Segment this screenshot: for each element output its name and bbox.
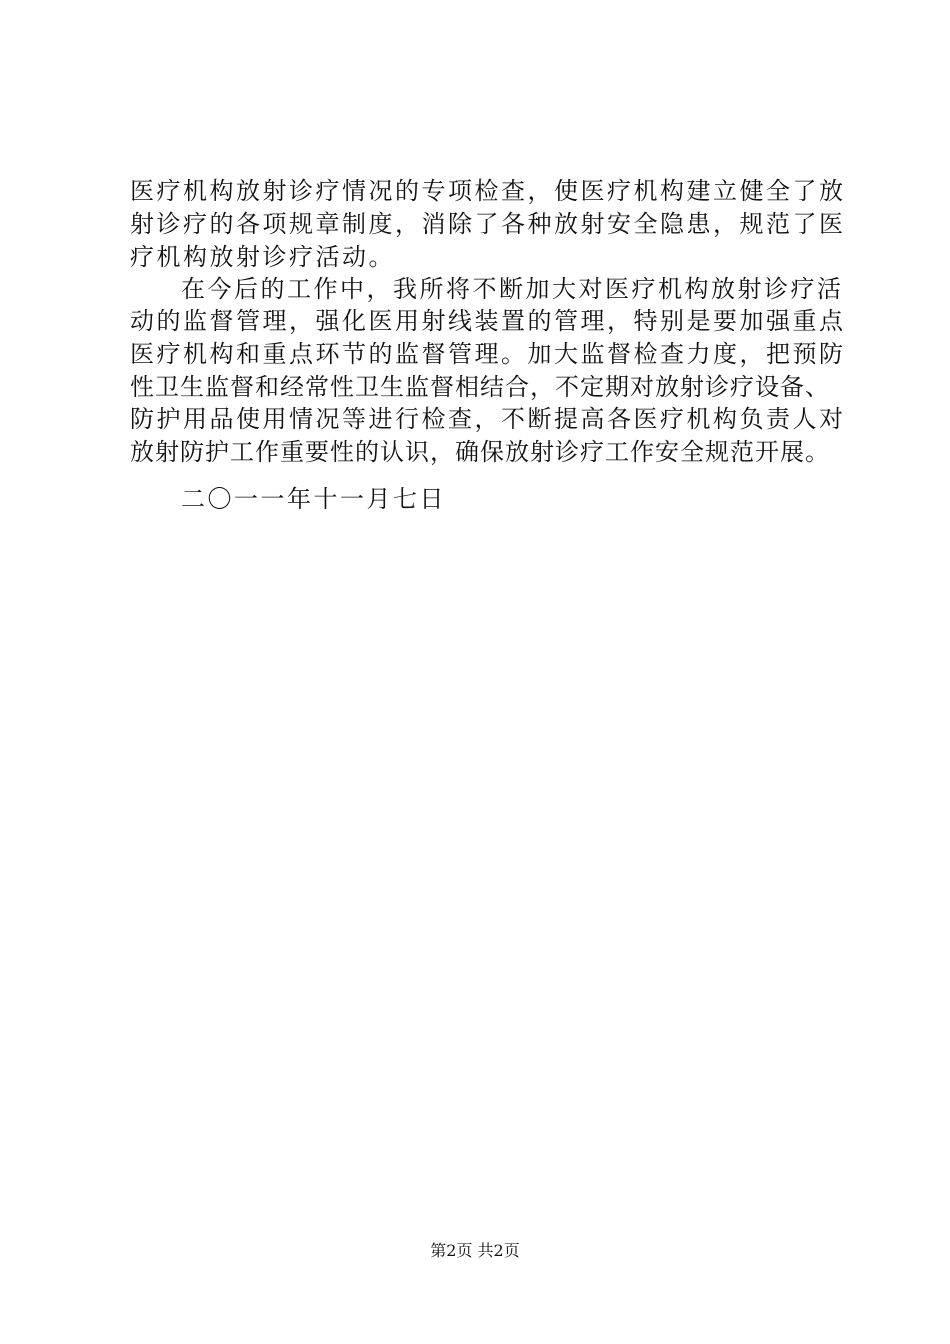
date-line: 二〇一一年十一月七日	[181, 485, 446, 513]
paragraph-2-line-3: 医疗机构和重点环节的监督管理。加大监督检查力度，把预防	[130, 340, 846, 368]
paragraph-2-line-6: 放射防护工作重要性的认识，确保放射诊疗工作安全规范开展。	[130, 438, 830, 466]
paragraph-1-line-2: 射诊疗的各项规章制度，消除了各种放射安全隐患，规范了医	[130, 210, 846, 238]
paragraph-2-line-1: 在今后的工作中，我所将不断加大对医疗机构放射诊疗活	[181, 275, 844, 303]
paragraph-1-line-3: 疗机构放射诊疗活动。	[130, 243, 395, 271]
page-footer: 第2页 共2页	[430, 1241, 520, 1260]
paragraph-1-line-1: 医疗机构放射诊疗情况的专项检查，使医疗机构建立健全了放	[130, 177, 846, 205]
paragraph-2-line-5: 防护用品使用情况等进行检查，不断提高各医疗机构负责人对	[130, 405, 846, 433]
paragraph-2-line-2: 动的监督管理，强化医用射线装置的管理，特别是要加强重点	[130, 307, 846, 335]
paragraph-2-line-4: 性卫生监督和经常性卫生监督相结合，不定期对放射诊疗设备、	[130, 373, 830, 401]
